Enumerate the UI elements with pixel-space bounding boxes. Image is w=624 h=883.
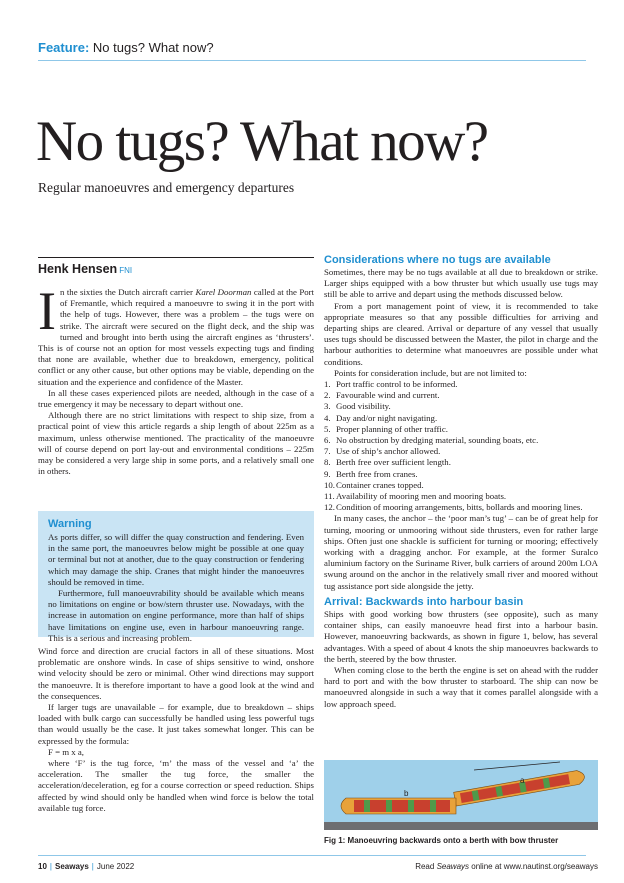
consideration-item: [324, 435, 598, 446]
issue-date: June 2022: [96, 862, 135, 871]
body-paragraph: In many cases, the anchor – the ‘poor man’s tug’ – can be of great help for turning, mooring or unmooring without side thrusters, even for rather large ships. Often just one shackle is sufficient for turning or mooring; effectively working with a dragging anchor. For example, at the former Suralco aluminium factory on the Suriname River, bulk carriers of around 200m LOA swung around on the anchor in the relatively small river and moored without tug assistance port side alongside the jetty.: [324, 513, 598, 591]
feature-header: [38, 40, 214, 55]
footer-left: 10 | Seaways | June 2022: [38, 862, 135, 871]
right-column: [324, 254, 598, 710]
consideration-number: 7.: [324, 446, 331, 457]
consideration-number: 1.: [324, 379, 331, 390]
header-divider: [38, 60, 586, 61]
section-heading: Considerations where no tugs are available: [324, 254, 551, 266]
drop-cap: I: [38, 281, 56, 341]
consideration-number: 8.: [324, 457, 331, 468]
consideration-item: [324, 480, 598, 491]
consideration-number: 6.: [324, 435, 331, 446]
warning-paragraph: Furthermore, full manoeuvrability should be available which means no limitations on engine or bow/stern thruster use. Nowadays, with the increase in automation on engine performance, more than half of ships have limitations on engine use, even in harbour manoeuvring range. This is a serious and increasing problem.: [48, 588, 304, 643]
formula: F = m x a,: [48, 746, 84, 757]
footer-divider: [38, 855, 586, 856]
footer-read-prefix: Read: [415, 862, 437, 871]
figure-label-a: a: [520, 776, 525, 785]
warning-paragraph: As ports differ, so will differ the quay construction and fendering. Even in the same port, the manoeuvres below might be possible at one quay or terminal but not at another, due to the quay construction or fendering which may damage the ship. Cranes that might hinder the manoeuvres should be removed in time.: [48, 532, 304, 587]
magazine-name: Seaways: [54, 862, 89, 871]
consideration-number: 12.: [324, 502, 335, 513]
figure-label-b: b: [404, 789, 409, 798]
feature-title: No tugs? What now?: [92, 40, 214, 55]
consideration-item: [324, 446, 598, 457]
consideration-number: 3.: [324, 401, 331, 412]
consideration-text: Good visibility.: [336, 401, 391, 412]
feature-label: Feature:: [38, 40, 90, 55]
ship-name: Karel Doorman: [195, 287, 252, 297]
body-paragraph: If larger tugs are unavailable – for example, due to breakdown – ships loaded with bulk cargo can successfully be handled using less powerful tugs than would usually be the case. It just takes somewhat longer. This can be expressed by the formula:: [38, 702, 314, 746]
consideration-item: [324, 379, 598, 390]
article-subtitle: Regular manoeuvres and emergency departures: [38, 180, 295, 195]
consideration-text: Favourable wind and current.: [336, 390, 440, 401]
body-paragraph: Wind force and direction are crucial factors in all of these situations. Most problematic are onshore winds. In case of ships sensitive to wind, onshore wind velocity should be zero or minimal. Other wind directions may support the manoeuvre. It is therefore important to have a good look at the wind and the consequences.: [38, 646, 314, 701]
body-paragraph: Although there are no strict limitations with respect to ship size, from a practical point of view this article regards a ship length of about 225m as a maximum, unless otherwise mentioned. The practicality of the manoeuvre will of course depend on port lay-out and environmental conditions – 225m may be considered a very large ship in some ports, and a relatively small one in others.: [38, 410, 314, 477]
body-paragraph: Ships with good working bow thrusters (see opposite), such as many container ships, can easily manoeuvre head first into a harbour basin. However, manoeuvring backwards, as shown in figure 1, below, has several advantages. With a speed of about 4 knots the ship manoeuvres backwards to the berth, steered by the bow thruster.: [324, 608, 598, 664]
consideration-text: Proper planning of other traffic.: [336, 423, 448, 434]
consideration-item: [324, 401, 598, 412]
consideration-item: [324, 469, 598, 480]
consideration-item: [324, 424, 598, 435]
consideration-text: Container cranes topped.: [336, 479, 424, 490]
ship-b: [341, 798, 456, 814]
considerations-list: [324, 379, 598, 513]
footer-read-magazine: Seaways: [436, 862, 470, 871]
consideration-number: 4.: [324, 412, 331, 423]
consideration-number: 2.: [324, 390, 331, 401]
article-title: No tugs? What now?: [36, 110, 488, 173]
consideration-item: [324, 502, 598, 513]
consideration-number: 9.: [324, 468, 331, 479]
body-paragraph: In all these cases experienced pilots are needed, although in the case of a true emergency it may be necessary to depart without one.: [38, 387, 314, 410]
author-divider: [38, 257, 314, 258]
intro-text-b: called at the Port of Fremantle, which required a manoeuvre to swing it in the port with the help of tugs. However, there was a problem – the tugs were on strike. The aircraft were secured on the flight deck, and the ship was turned and brought into berth using the aircraft engines as ‘thrusters’. This is of course not an option for most vessels expecting tugs and finding that none are available, whether due to breakdown, emergency, political conflict or any other cause, but other options may be viable, depending on the situation and the experience and confidence of the Master.: [38, 287, 314, 387]
intro-paragraph: [38, 281, 314, 388]
consideration-text: Berth free over sufficient length.: [336, 457, 451, 468]
page-number: 10: [38, 862, 47, 871]
warning-title: Warning: [48, 518, 92, 530]
body-paragraph: From a port management point of view, it is recommended to take appropriate measures so that any possible difficulties for arriving and departing ships are cleared. Arrival or departure of any vessel that usually uses tugs should be discussed between the Master, the pilot in charge and the harbour authorities to determine what manoeuvres are possible under what conditions.: [324, 300, 598, 367]
left-column-lower: [38, 646, 314, 814]
consideration-text: Berth free from cranes.: [336, 468, 418, 479]
figure-caption: Fig 1: Manoeuvring backwards onto a berth with bow thruster: [324, 836, 559, 845]
consideration-number: 10.: [324, 479, 335, 490]
consideration-number: 5.: [324, 423, 331, 434]
warning-box: [38, 511, 314, 643]
consideration-text: Day and/or night navigating.: [336, 412, 438, 423]
footer-read-suffix: online at www.nautinst.org/seaways: [469, 862, 598, 871]
consideration-text: Availability of mooring men and mooring boats.: [336, 491, 507, 502]
consideration-item: [324, 390, 598, 401]
author-suffix: FNI: [119, 266, 133, 275]
quay: [324, 822, 598, 830]
body-paragraph: where ‘F’ is the tug force, ‘m’ the mass of the vessel and ‘a’ the acceleration. The smaller the tug force, the smaller the acceleration/deceleration, eg for a course correction or speed reduction. Ships affected by wind should only be handled when wind force is below the total available tug force.: [38, 758, 314, 813]
body-paragraph: When coming close to the berth the engine is set on ahead with the rudder hard to port and with the bow thruster to starboard. The ship can now be manoeuvred alongside in such a way that it comes parallel alongside with a low approach speed.: [324, 664, 598, 709]
manoeuvre-diagram: [324, 760, 598, 830]
consideration-text: Condition of mooring arrangements, bitts, bollards and mooring lines.: [336, 502, 583, 513]
consideration-text: Use of ship’s anchor allowed.: [336, 446, 441, 457]
author-byline: [38, 262, 132, 276]
consideration-text: Port traffic control to be informed.: [336, 379, 458, 390]
body-paragraph: Points for consideration include, but are not limited to:: [334, 367, 527, 378]
left-column-intro: [38, 281, 314, 477]
footer-right: [415, 862, 598, 871]
consideration-text: No obstruction by dredging material, sounding boats, etc.: [336, 435, 539, 446]
consideration-item: [324, 413, 598, 424]
figure-1-diagram: [324, 760, 598, 830]
consideration-item: [324, 491, 598, 502]
section-heading: Arrival: Backwards into harbour basin: [324, 595, 524, 608]
consideration-number: 11.: [324, 491, 335, 502]
consideration-item: [324, 457, 598, 468]
author-name: Henk Hensen: [38, 262, 118, 276]
intro-text-a: n the sixties the Dutch aircraft carrier: [59, 287, 196, 297]
body-paragraph: Sometimes, there may be no tugs available at all due to breakdown or strike. Larger ships equipped with a bow thruster but which usually use tugs may still be able to arrive and depart using the methods discussed below.: [324, 267, 598, 300]
